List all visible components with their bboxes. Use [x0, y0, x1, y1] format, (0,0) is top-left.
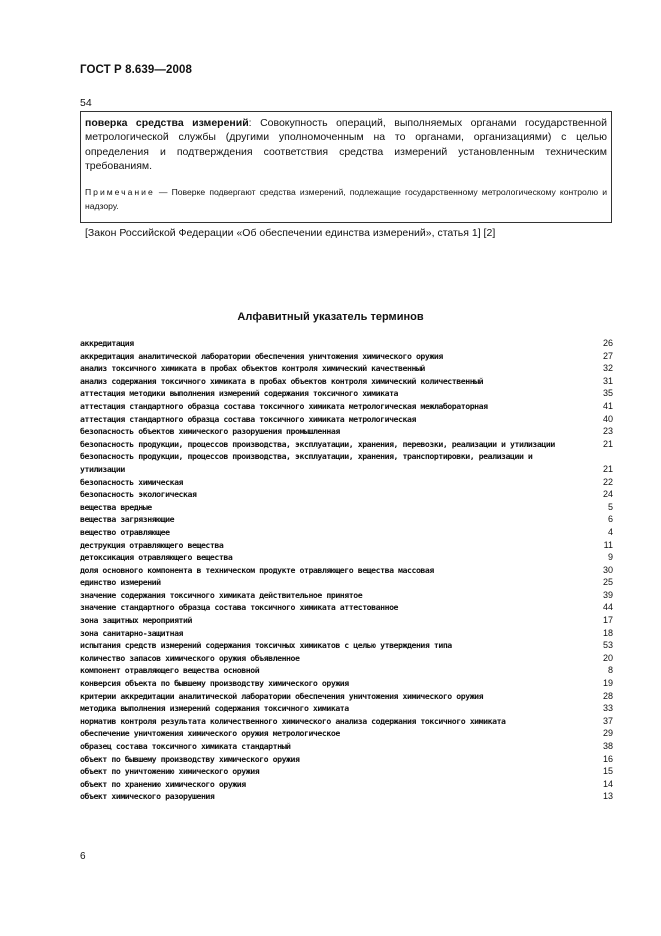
- index-term: безопасность продукции, процессов производства, эксплуатации, хранения, транспортировки, реализации и утилизации: [80, 451, 533, 474]
- index-page-number: 18: [602, 627, 613, 638]
- index-page-number: 20: [602, 652, 613, 663]
- index-term: количество запасов химического оружия объявленное: [80, 652, 300, 663]
- index-item: [80, 501, 613, 514]
- index-page-number: 39: [602, 589, 613, 600]
- index-item: [80, 778, 613, 791]
- index-item: [80, 576, 613, 589]
- note-label: Примечание: [85, 187, 155, 198]
- index-term: безопасность продукции, процессов производства, эксплуатации, хранения, перевозки, реализации и утилизации: [80, 438, 555, 449]
- index-page-number: 28: [602, 690, 613, 701]
- index-term: объект по хранению химического оружия: [80, 778, 246, 789]
- document-header: ГОСТ Р 8.639—2008: [80, 64, 192, 76]
- index-term: конверсия объекта по бывшему производству химического оружия: [80, 678, 349, 689]
- note-text: — Поверке подвергают средства измерений, подлежащие государственному метрологическому контролю и надзору.: [85, 187, 607, 212]
- index-term: деструкция отравляющего вещества: [80, 539, 224, 550]
- index-item: [80, 627, 613, 640]
- index-item: [80, 362, 613, 375]
- index-item: [80, 601, 613, 614]
- index-term: безопасность объектов химического разорушения промышленная: [80, 426, 340, 437]
- index-term: безопасность химическая: [80, 476, 184, 487]
- index-item: [80, 476, 613, 489]
- index-item: [80, 450, 613, 475]
- index-item: [80, 715, 613, 728]
- index-item: [80, 375, 613, 388]
- index-term: детоксикация отравляющего вещества: [80, 552, 233, 563]
- index-term: значение содержания токсичного химиката действительное принятое: [80, 589, 363, 600]
- index-page-number: 14: [602, 778, 613, 789]
- source-reference: [Закон Российской Федерации «Об обеспечении единства измерений», статья 1] [2]: [85, 227, 496, 240]
- index-page-number: 25: [602, 577, 613, 588]
- index-item: [80, 677, 613, 690]
- index-page-number: 35: [602, 388, 613, 399]
- index-term: анализ токсичного химиката в пробах объектов контроля химический качественный: [80, 363, 425, 374]
- index-page-number: 30: [602, 564, 613, 575]
- index-item: [80, 350, 613, 363]
- index-page-number: 33: [602, 703, 613, 714]
- index-item: [80, 488, 613, 501]
- definition-text: : Совокупность операций, выполняемых органами государственной метрологической службы (другими уполномоченным на то органами, организациями) с целью определения и подтверждения соответствия средства измерений установленным техническим требованиям.: [85, 117, 608, 172]
- index-item: [80, 387, 613, 400]
- index-page-number: 11: [603, 539, 613, 550]
- index-term: зона защитных мероприятий: [80, 615, 192, 626]
- index-page-number: 31: [602, 375, 613, 386]
- index-term: испытания средств измерений содержания токсичных химикатов с целью утверждения типа: [80, 640, 452, 651]
- index-item: [80, 740, 613, 753]
- index-page-number: 21: [602, 438, 613, 449]
- index-page-number: 6: [607, 514, 613, 525]
- index-term: вещества загрязняющие: [80, 514, 175, 525]
- index-item: [80, 526, 613, 539]
- index-item: [80, 513, 613, 526]
- index-item: [80, 337, 613, 350]
- index-item: [80, 589, 613, 602]
- index-page-number: 9: [607, 552, 613, 563]
- index-page-number: 4: [607, 526, 613, 537]
- index-item: [80, 564, 613, 577]
- index-item: [80, 539, 613, 552]
- index-page-number: 21: [602, 463, 613, 474]
- index-item: [80, 652, 613, 665]
- index-page-number: 44: [602, 602, 613, 613]
- definition-paragraph: [85, 116, 607, 173]
- index-item: [80, 727, 613, 740]
- page-number: 6: [80, 851, 86, 862]
- index-term: аттестация стандартного образца состава токсичного химиката метрологическая: [80, 413, 416, 424]
- index-item: [80, 551, 613, 564]
- index-term: образец состава токсичного химиката стандартный: [80, 741, 291, 751]
- index-page-number: 15: [602, 766, 613, 777]
- index-term: объект по бывшему производству химического оружия: [80, 753, 300, 764]
- index-item: [80, 400, 613, 413]
- index-item: [80, 702, 613, 715]
- defined-term: поверка средства измерений: [85, 117, 249, 129]
- index-item: [80, 438, 613, 451]
- index-item: [80, 639, 613, 652]
- index-term: обеспечение уничтожения химического оружия метрологическое: [80, 728, 340, 739]
- term-index-list: [80, 337, 613, 803]
- index-page-number: 40: [602, 413, 613, 424]
- index-term: объект по уничтожению химического оружия: [80, 766, 260, 777]
- index-page-number: 53: [602, 640, 613, 651]
- index-item: [80, 425, 613, 438]
- index-item: [80, 765, 613, 778]
- index-page-number: 26: [602, 338, 613, 348]
- index-item: [80, 690, 613, 703]
- index-page-number: 13: [602, 791, 613, 802]
- index-page-number: 29: [602, 728, 613, 739]
- entry-number: 54: [80, 97, 92, 109]
- index-term: объект химического разорушения: [80, 791, 215, 802]
- index-term: аккредитация аналитической лаборатории обеспечения уничтожения химического оружия: [80, 350, 443, 361]
- index-page-number: 37: [602, 715, 613, 726]
- index-page-number: 16: [602, 753, 613, 764]
- index-page-number: 38: [602, 741, 613, 751]
- index-page-number: 17: [602, 615, 613, 626]
- index-item: [80, 614, 613, 627]
- index-term: компонент отравляющего вещества основной: [80, 665, 260, 676]
- index-item: [80, 664, 613, 677]
- index-term: вещества вредные: [80, 501, 152, 512]
- index-term: аттестация стандартного образца состава токсичного химиката метрологическая межлабораторная: [80, 400, 488, 411]
- index-term: анализ содержания токсичного химиката в пробах объектов контроля химический количественный: [80, 375, 484, 386]
- index-item: [80, 413, 613, 426]
- index-item: [80, 753, 613, 766]
- note-paragraph: [85, 185, 607, 213]
- index-page-number: 41: [602, 400, 613, 411]
- index-term: норматив контроля результата количественного химического анализа содержания токсичного химиката: [80, 715, 506, 726]
- index-term: аттестация методики выполнения измерений содержания токсичного химиката: [80, 388, 399, 399]
- index-page-number: 32: [602, 363, 613, 374]
- index-title: Алфавитный указатель терминов: [237, 311, 424, 323]
- index-term: вещество отравляющее: [80, 526, 170, 537]
- index-page-number: 24: [602, 489, 613, 500]
- index-page-number: 5: [607, 501, 613, 512]
- index-term: аккредитация: [80, 338, 134, 348]
- term-definition-box: [80, 111, 612, 240]
- index-term: безопасность экологическая: [80, 489, 197, 500]
- index-page-number: 23: [602, 426, 613, 437]
- index-page-number: 8: [607, 665, 613, 676]
- index-term: значение стандартного образца состава токсичного химиката аттестованное: [80, 602, 399, 613]
- index-term: критерии аккредитации аналитической лаборатории обеспечения уничтожения химического оружия: [80, 690, 484, 701]
- index-page-number: 27: [602, 350, 613, 361]
- index-page-number: 22: [602, 476, 613, 487]
- index-term: зона санитарно-защитная: [80, 627, 184, 638]
- index-term: доля основного компонента в техническом продукте отравляющего вещества массовая: [80, 564, 434, 575]
- index-page-number: 19: [602, 678, 613, 689]
- index-item: [80, 790, 613, 803]
- index-term: методика выполнения измерений содержания токсичного химиката: [80, 703, 349, 714]
- index-term: единство измерений: [80, 577, 161, 588]
